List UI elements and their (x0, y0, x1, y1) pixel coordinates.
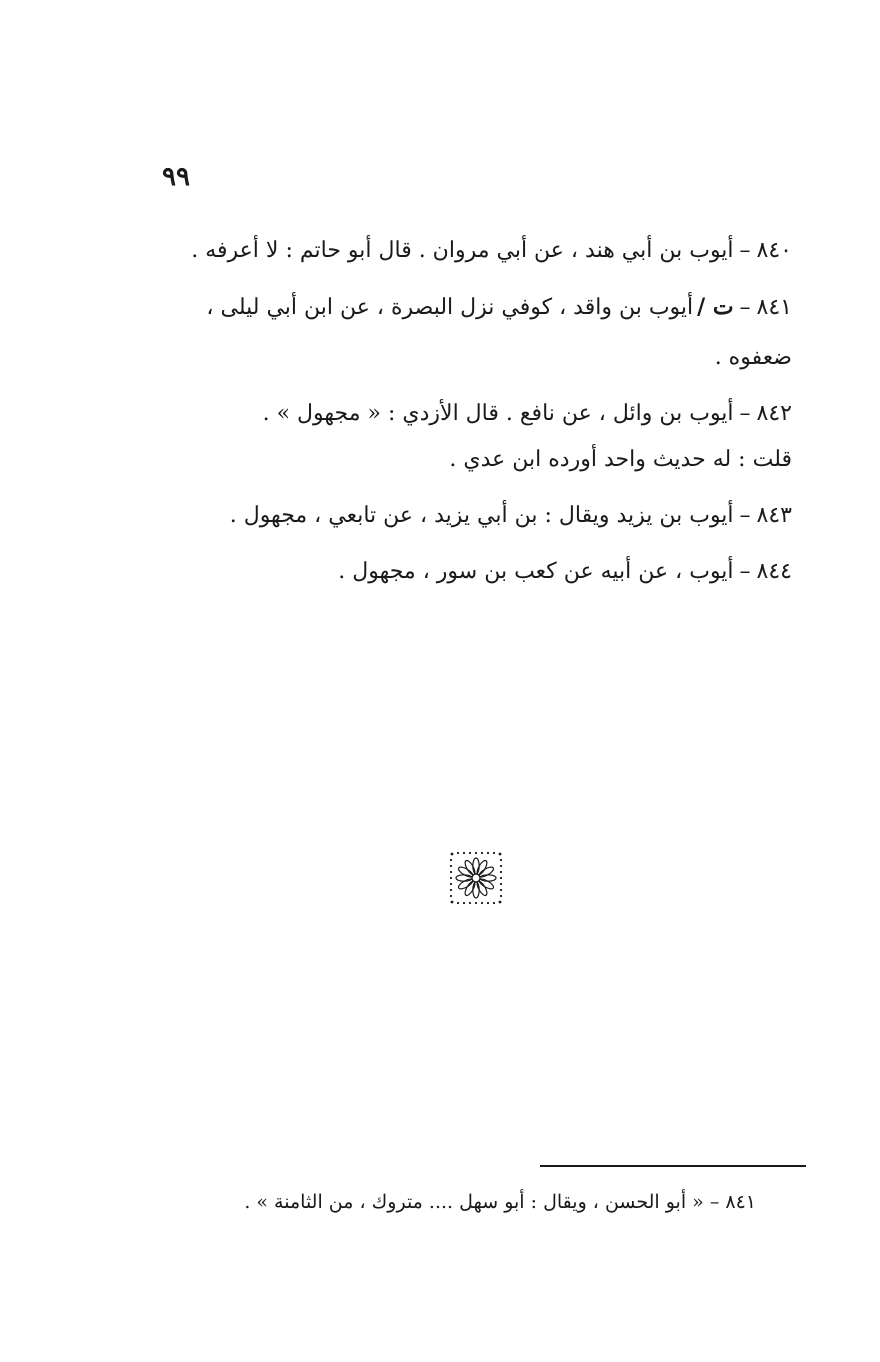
entry-842-note: قلت : له حديث واحد أورده ابن عدي . (449, 447, 792, 472)
footnote-divider (540, 1165, 806, 1167)
entry-dash: – (739, 503, 751, 528)
entry-dash: – (739, 238, 751, 263)
entry-dash: – (739, 295, 751, 320)
page-number: ٩٩ (162, 162, 190, 192)
entry-number: ٨٤٤ (756, 559, 792, 584)
floral-ornament-icon (448, 850, 504, 906)
entry-843 (140, 491, 792, 541)
entry-text: أيوب بن يزيد ويقال : بن أبي يزيد ، عن تابعي ، مجهول . (229, 503, 734, 528)
entry-840 (140, 226, 792, 276)
entry-text: أيوب ، عن أبيه عن كعب بن سور ، مجهول . (338, 559, 734, 584)
entries-list (140, 226, 792, 603)
entry-dash: – (739, 559, 751, 584)
entry-number: ٨٤٢ (756, 401, 792, 426)
entry-842 (140, 389, 792, 439)
entry-844 (140, 547, 792, 597)
entry-text: أيوب بن وائل ، عن نافع . قال الأزدي : « مجهول » . (262, 401, 734, 426)
entry-dash: – (739, 401, 751, 426)
entry-number: ٨٤٣ (756, 503, 792, 528)
entry-number: ٨٤١ (756, 295, 792, 320)
entry-text: أيوب بن واقد ، كوفي نزل البصرة ، عن ابن أبي ليلى ، ضعفوه . (206, 295, 792, 370)
entry-text: أيوب بن أبي هند ، عن أبي مروان . قال أبو حاتم : لا أعرفه . (191, 238, 734, 263)
footnote-841: ٨٤١ – « أبو الحسن ، ويقال : أبو سهل .... متروك ، من الثامنة » . (244, 1191, 756, 1213)
entry-symbol: ت / (697, 294, 734, 320)
entry-number: ٨٤٠ (756, 238, 792, 263)
entry-841 (140, 282, 792, 383)
